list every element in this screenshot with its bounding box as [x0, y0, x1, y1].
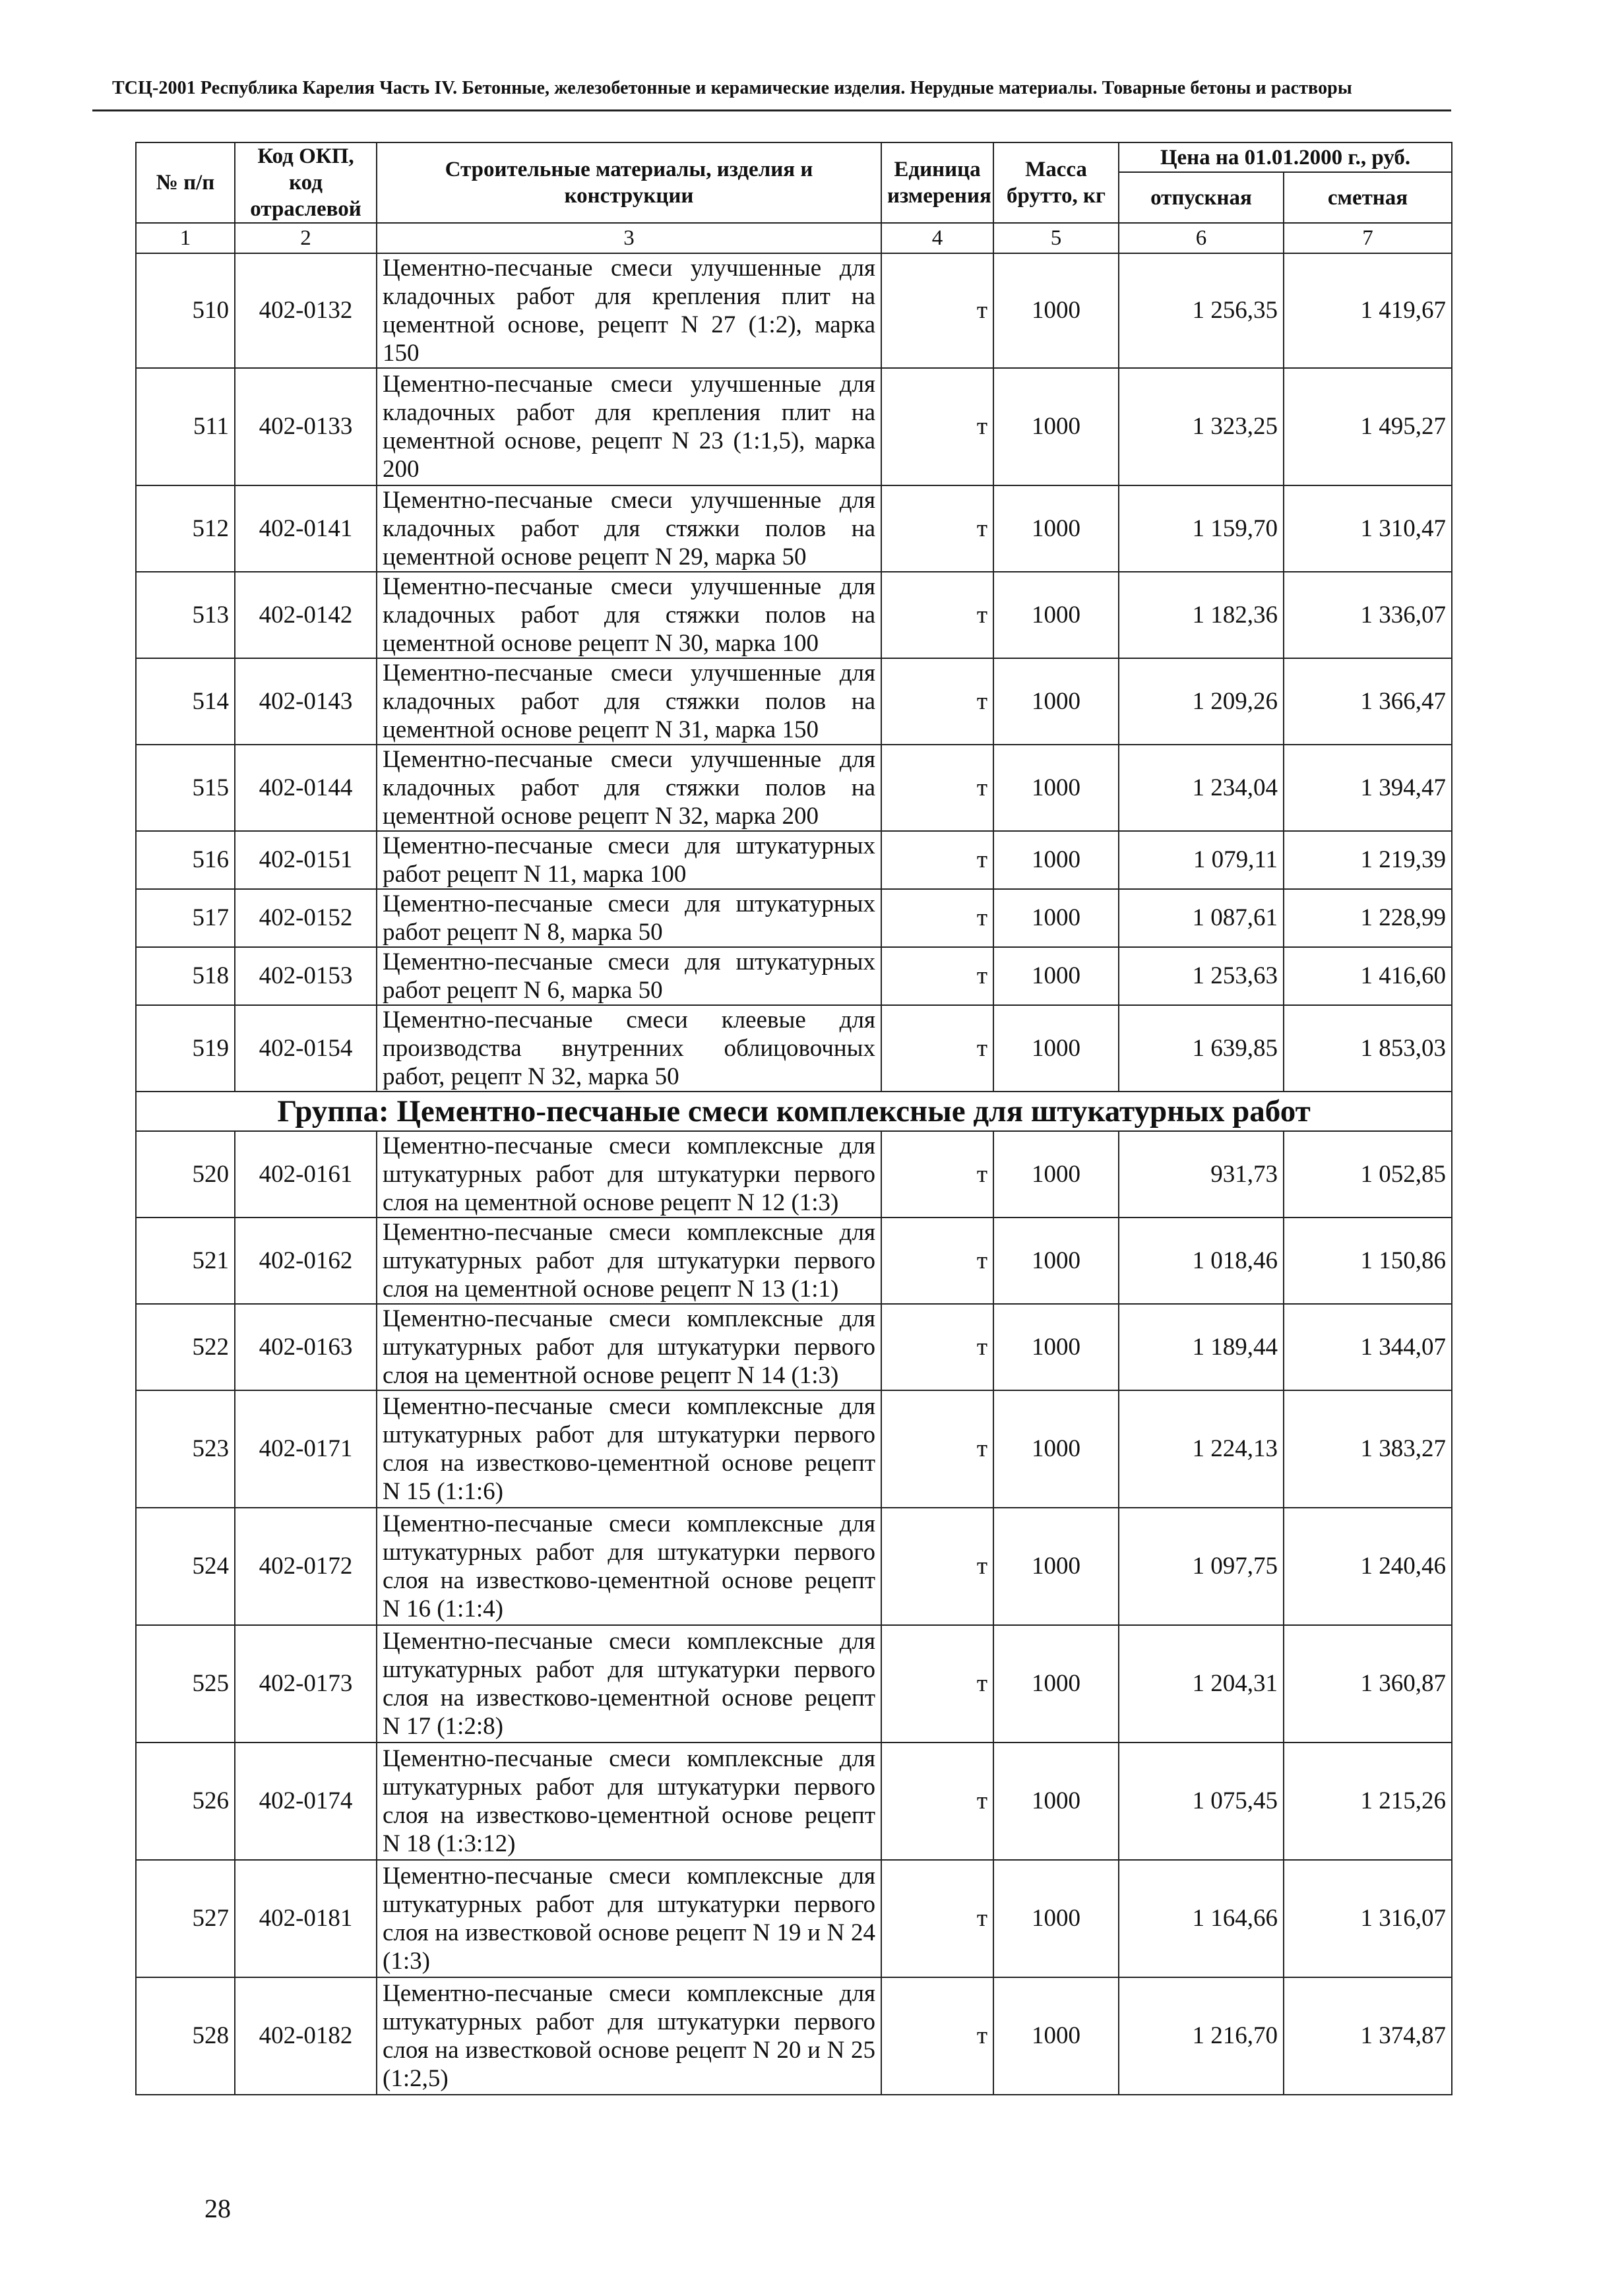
row-number: 520: [136, 1131, 235, 1218]
row-price-estimate: 1 374,87: [1284, 1977, 1452, 2095]
row-unit: т: [881, 1005, 993, 1092]
row-mass: 1000: [993, 572, 1119, 658]
row-price-release: 1 323,25: [1119, 368, 1284, 485]
row-unit: т: [881, 1304, 993, 1390]
table-row: [136, 368, 1452, 485]
col-header-price-group: Цена на 01.01.2000 г., руб.: [1119, 142, 1452, 172]
row-name: Цементно-песчаные смеси комплексные для штукатурных работ для штукатурки первого слоя на известково-цементной основе рецепт N 15 (1:1:6): [377, 1390, 881, 1508]
row-mass: 1000: [993, 485, 1119, 572]
row-name: Цементно-песчаные смеси улучшенные для кладочных работ для стяжки полов на цементной основе рецепт N 29, марка 50: [377, 485, 881, 572]
row-unit: т: [881, 1390, 993, 1508]
row-price-estimate: 1 219,39: [1284, 831, 1452, 889]
row-code: 402-0143: [235, 658, 377, 745]
price-table: [135, 142, 1452, 2095]
row-name: Цементно-песчаные смеси улучшенные для кладочных работ для стяжки полов на цементной основе рецепт N 31, марка 150: [377, 658, 881, 745]
row-price-estimate: 1 228,99: [1284, 889, 1452, 947]
table-row: [136, 1508, 1452, 1625]
row-price-estimate: 1 150,86: [1284, 1218, 1452, 1304]
col-header-mass: Масса брутто, кг: [993, 142, 1119, 223]
row-unit: т: [881, 745, 993, 831]
row-price-release: 1 018,46: [1119, 1218, 1284, 1304]
table-row: [136, 1131, 1452, 1218]
row-price-release: 1 639,85: [1119, 1005, 1284, 1092]
table-row: [136, 1625, 1452, 1743]
table-row: [136, 572, 1452, 658]
row-price-estimate: 1 495,27: [1284, 368, 1452, 485]
row-code: 402-0142: [235, 572, 377, 658]
row-code: 402-0171: [235, 1390, 377, 1508]
table-row: [136, 831, 1452, 889]
table-row: [136, 1005, 1452, 1092]
col-number: 5: [993, 223, 1119, 253]
row-mass: 1000: [993, 1625, 1119, 1743]
row-price-release: 1 234,04: [1119, 745, 1284, 831]
col-header-price-release: отпускная: [1119, 172, 1284, 223]
row-price-estimate: 1 336,07: [1284, 572, 1452, 658]
col-header-price-estimate: сметная: [1284, 172, 1452, 223]
row-code: 402-0133: [235, 368, 377, 485]
row-code: 402-0162: [235, 1218, 377, 1304]
col-header-unit: Единица измерения: [881, 142, 993, 223]
col-number: 6: [1119, 223, 1284, 253]
row-unit: т: [881, 1860, 993, 1977]
row-price-estimate: 1 419,67: [1284, 253, 1452, 368]
col-header-num: № п/п: [136, 142, 235, 223]
row-price-estimate: 1 240,46: [1284, 1508, 1452, 1625]
row-price-release: 1 087,61: [1119, 889, 1284, 947]
row-price-estimate: 1 310,47: [1284, 485, 1452, 572]
row-price-release: 1 097,75: [1119, 1508, 1284, 1625]
row-name: Цементно-песчаные смеси для штукатурных работ рецепт N 8, марка 50: [377, 889, 881, 947]
page-number: 28: [204, 2194, 231, 2223]
table-row: [136, 745, 1452, 831]
row-price-estimate: 1 052,85: [1284, 1131, 1452, 1218]
table-row: [136, 1743, 1452, 1860]
row-name: Цементно-песчаные смеси комплексные для штукатурных работ для штукатурки первого слоя на известково-цементной основе рецепт N 17 (1:2:8): [377, 1625, 881, 1743]
row-code: 402-0173: [235, 1625, 377, 1743]
row-number: 525: [136, 1625, 235, 1743]
row-code: 402-0174: [235, 1743, 377, 1860]
row-price-release: 1 256,35: [1119, 253, 1284, 368]
row-number: 521: [136, 1218, 235, 1304]
row-number: 519: [136, 1005, 235, 1092]
row-price-release: 1 164,66: [1119, 1860, 1284, 1977]
table-row: [136, 1218, 1452, 1304]
row-mass: 1000: [993, 1218, 1119, 1304]
row-number: 517: [136, 889, 235, 947]
table-row: [136, 889, 1452, 947]
row-code: 402-0181: [235, 1860, 377, 1977]
row-name: Цементно-песчаные смеси клеевые для производства внутренних облицовочных работ, рецепт N 32, марка 50: [377, 1005, 881, 1092]
row-mass: 1000: [993, 1508, 1119, 1625]
row-name: Цементно-песчаные смеси для штукатурных работ рецепт N 6, марка 50: [377, 947, 881, 1005]
row-unit: т: [881, 485, 993, 572]
row-name: Цементно-песчаные смеси улучшенные для кладочных работ для крепления плит на цементной основе, рецепт N 23 (1:1,5), марка 200: [377, 368, 881, 485]
table-row: [136, 253, 1452, 368]
row-number: 516: [136, 831, 235, 889]
col-number: 2: [235, 223, 377, 253]
row-code: 402-0161: [235, 1131, 377, 1218]
row-code: 402-0172: [235, 1508, 377, 1625]
row-unit: т: [881, 1508, 993, 1625]
row-name: Цементно-песчаные смеси комплексные для штукатурных работ для штукатурки первого слоя на известково-цементной основе рецепт N 16 (1:1:4): [377, 1508, 881, 1625]
table-row: [136, 947, 1452, 1005]
row-price-estimate: 1 394,47: [1284, 745, 1452, 831]
row-unit: т: [881, 658, 993, 745]
row-price-estimate: 1 360,87: [1284, 1625, 1452, 1743]
row-code: 402-0144: [235, 745, 377, 831]
row-number: 523: [136, 1390, 235, 1508]
row-mass: 1000: [993, 253, 1119, 368]
table-row: [136, 1860, 1452, 1977]
row-unit: т: [881, 253, 993, 368]
row-number: 527: [136, 1860, 235, 1977]
row-mass: 1000: [993, 745, 1119, 831]
row-mass: 1000: [993, 1005, 1119, 1092]
row-price-release: 1 204,31: [1119, 1625, 1284, 1743]
row-code: 402-0152: [235, 889, 377, 947]
col-number: 7: [1284, 223, 1452, 253]
row-number: 511: [136, 368, 235, 485]
row-price-release: 1 224,13: [1119, 1390, 1284, 1508]
group-section: [136, 1092, 1452, 1131]
row-price-release: 1 075,45: [1119, 1743, 1284, 1860]
table-row: [136, 1977, 1452, 2095]
row-number: 526: [136, 1743, 235, 1860]
table-row: [136, 1304, 1452, 1390]
row-price-estimate: 1 853,03: [1284, 1005, 1452, 1092]
row-mass: 1000: [993, 1390, 1119, 1508]
row-mass: 1000: [993, 1304, 1119, 1390]
row-name: Цементно-песчаные смеси комплексные для штукатурных работ для штукатурки первого слоя на цементной основе рецепт N 12 (1:3): [377, 1131, 881, 1218]
row-code: 402-0141: [235, 485, 377, 572]
row-price-release: 1 079,11: [1119, 831, 1284, 889]
row-code: 402-0151: [235, 831, 377, 889]
row-price-release: 931,73: [1119, 1131, 1284, 1218]
row-name: Цементно-песчаные смеси комплексные для штукатурных работ для штукатурки первого слоя на известково-цементной основе рецепт N 18 (1:3:12): [377, 1743, 881, 1860]
row-number: 512: [136, 485, 235, 572]
row-price-estimate: 1 316,07: [1284, 1860, 1452, 1977]
row-code: 402-0153: [235, 947, 377, 1005]
row-mass: 1000: [993, 831, 1119, 889]
row-price-estimate: 1 383,27: [1284, 1390, 1452, 1508]
row-mass: 1000: [993, 889, 1119, 947]
row-unit: т: [881, 947, 993, 1005]
header-rule: [92, 109, 1451, 111]
row-unit: т: [881, 368, 993, 485]
row-unit: т: [881, 889, 993, 947]
row-number: 522: [136, 1304, 235, 1390]
row-price-release: 1 216,70: [1119, 1977, 1284, 2095]
row-number: 528: [136, 1977, 235, 2095]
row-code: 402-0154: [235, 1005, 377, 1092]
row-name: Цементно-песчаные смеси улучшенные для кладочных работ для стяжки полов на цементной основе рецепт N 30, марка 100: [377, 572, 881, 658]
row-mass: 1000: [993, 1977, 1119, 2095]
row-unit: т: [881, 1743, 993, 1860]
row-name: Цементно-песчаные смеси комплексные для штукатурных работ для штукатурки первого слоя на цементной основе рецепт N 13 (1:1): [377, 1218, 881, 1304]
row-price-release: 1 253,63: [1119, 947, 1284, 1005]
row-number: 524: [136, 1508, 235, 1625]
row-name: Цементно-песчаные смеси улучшенные для кладочных работ для крепления плит на цементной основе, рецепт N 27 (1:2), марка 150: [377, 253, 881, 368]
row-price-estimate: 1 344,07: [1284, 1304, 1452, 1390]
row-price-estimate: 1 366,47: [1284, 658, 1452, 745]
table-body-b: [136, 1131, 1452, 2095]
row-name: Цементно-песчаные смеси комплексные для штукатурных работ для штукатурки первого слоя на известковой основе рецепт N 20 и N 25 (1:2,5): [377, 1977, 881, 2095]
document-header: ТСЦ-2001 Республика Карелия Часть IV. Бетонные, железобетонные и керамические изделия. Нерудные материалы. Товарные бетоны и растворы: [112, 78, 1352, 98]
row-code: 402-0163: [235, 1304, 377, 1390]
row-mass: 1000: [993, 658, 1119, 745]
table-row: [136, 658, 1452, 745]
table-body-a: [136, 253, 1452, 1092]
row-name: Цементно-песчаные смеси для штукатурных работ рецепт N 11, марка 100: [377, 831, 881, 889]
row-name: Цементно-песчаные смеси комплексные для штукатурных работ для штукатурки первого слоя на известковой основе рецепт N 19 и N 24 (1:3): [377, 1860, 881, 1977]
row-mass: 1000: [993, 947, 1119, 1005]
row-name: Цементно-песчаные смеси комплексные для штукатурных работ для штукатурки первого слоя на цементной основе рецепт N 14 (1:3): [377, 1304, 881, 1390]
row-number: 510: [136, 253, 235, 368]
col-header-name: Строительные материалы, изделия и конструкции: [377, 142, 881, 223]
row-mass: 1000: [993, 368, 1119, 485]
row-unit: т: [881, 1131, 993, 1218]
row-unit: т: [881, 572, 993, 658]
col-number: 3: [377, 223, 881, 253]
row-price-release: 1 182,36: [1119, 572, 1284, 658]
row-price-estimate: 1 416,60: [1284, 947, 1452, 1005]
col-header-code: Код ОКП, код отраслевой: [235, 142, 377, 223]
table-row: [136, 1390, 1452, 1508]
col-number: 1: [136, 223, 235, 253]
col-number: 4: [881, 223, 993, 253]
row-number: 514: [136, 658, 235, 745]
row-name: Цементно-песчаные смеси улучшенные для кладочных работ для стяжки полов на цементной основе рецепт N 32, марка 200: [377, 745, 881, 831]
row-mass: 1000: [993, 1860, 1119, 1977]
row-number: 518: [136, 947, 235, 1005]
row-unit: т: [881, 1625, 993, 1743]
row-mass: 1000: [993, 1131, 1119, 1218]
row-code: 402-0182: [235, 1977, 377, 2095]
row-price-estimate: 1 215,26: [1284, 1743, 1452, 1860]
table-row: [136, 485, 1452, 572]
row-unit: т: [881, 1977, 993, 2095]
row-unit: т: [881, 1218, 993, 1304]
row-price-release: 1 159,70: [1119, 485, 1284, 572]
row-number: 513: [136, 572, 235, 658]
group-title: Группа: Цементно-песчаные смеси комплексные для штукатурных работ: [136, 1092, 1452, 1131]
row-number: 515: [136, 745, 235, 831]
row-price-release: 1 189,44: [1119, 1304, 1284, 1390]
row-unit: т: [881, 831, 993, 889]
row-mass: 1000: [993, 1743, 1119, 1860]
row-code: 402-0132: [235, 253, 377, 368]
row-price-release: 1 209,26: [1119, 658, 1284, 745]
